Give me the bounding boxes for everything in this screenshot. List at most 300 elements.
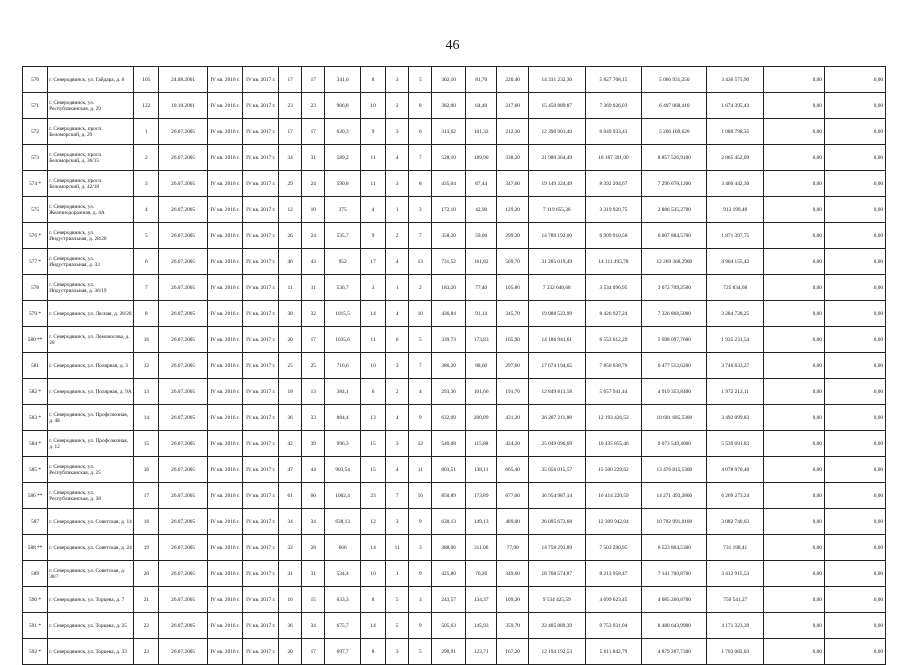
cell-s4: 731 198,41	[707, 535, 764, 561]
cell-a3: 212,30	[497, 119, 528, 145]
cell-s4: 4 171 323,39	[707, 613, 764, 639]
table-row	[23, 587, 886, 613]
cell-a2: 101,32	[465, 119, 496, 145]
cell-date: 26.07.2005	[159, 405, 207, 431]
cell-c6: 7	[409, 223, 432, 249]
cell-z1: 0,00	[764, 587, 825, 613]
cell-c4: 15	[360, 457, 385, 483]
cell-c4: 15	[360, 431, 385, 457]
cell-n: 15	[134, 431, 159, 457]
cell-c5: 4	[386, 405, 409, 431]
cell-a2: 161,82	[465, 249, 496, 275]
cell-c2: 15	[302, 587, 325, 613]
table-row	[23, 275, 886, 301]
cell-z1: 0,00	[764, 301, 825, 327]
cell-s1: 25 049 096,69	[528, 431, 585, 457]
cell-a2: 123,71	[465, 639, 496, 665]
cell-z2: 0,00	[824, 93, 885, 119]
cell-s4: 2 865 452,09	[707, 145, 764, 171]
table-row	[23, 613, 886, 639]
cell-c6: 2	[409, 275, 432, 301]
cell-a2: 189,90	[465, 145, 496, 171]
cell-c2: 17	[302, 119, 325, 145]
cell-c2: 23	[302, 93, 325, 119]
cell-c6: 9	[409, 405, 432, 431]
table-row	[23, 301, 886, 327]
cell-z2: 0,00	[824, 639, 885, 665]
cell-n: 7	[134, 275, 159, 301]
cell-c5: 1	[386, 197, 409, 223]
cell-c4: 9	[360, 119, 385, 145]
cell-n: 22	[134, 613, 159, 639]
cell-address: г. Северодвинск, ул. Индустриальная, д. 33	[48, 249, 134, 275]
cell-a1: 425,80	[432, 561, 466, 587]
cell-a1: 313,62	[432, 119, 466, 145]
cell-a3: 677,00	[497, 483, 528, 509]
cell-c5: 4	[386, 301, 409, 327]
cell-a1: 540,08	[432, 431, 466, 457]
cell-a3: 431,20	[497, 405, 528, 431]
cell-s2: 10 435 855,46	[585, 431, 642, 457]
cell-area: 675,7	[325, 613, 361, 639]
cell-start: IV кв. 2016 г.	[207, 405, 243, 431]
cell-id: 579 *	[23, 301, 48, 327]
cell-c6: 12	[409, 431, 432, 457]
cell-s1: 12 390 901,40	[528, 119, 585, 145]
cell-a3: 489,00	[497, 509, 528, 535]
cell-date: 24.08.2001	[159, 67, 207, 93]
cell-z1: 0,00	[764, 483, 825, 509]
cell-end: IV кв. 2017 г.	[243, 249, 279, 275]
cell-n: 21	[134, 587, 159, 613]
cell-n: 1	[134, 119, 159, 145]
cell-s4: 1 935 231,54	[707, 327, 764, 353]
cell-a1: 803,51	[432, 457, 466, 483]
cell-c1: 17	[279, 67, 302, 93]
cell-s1: 36 954 987,14	[528, 483, 585, 509]
cell-a1: 638,13	[432, 509, 466, 535]
cell-a3: 359,70	[497, 613, 528, 639]
cell-c5: 3	[386, 353, 409, 379]
cell-s1: 12 849 813,58	[528, 379, 585, 405]
table-row	[23, 67, 886, 93]
cell-c2: 24	[302, 171, 325, 197]
cell-c2: 13	[302, 379, 325, 405]
cell-z2: 0,00	[824, 145, 885, 171]
cell-c4: 11	[360, 145, 385, 171]
cell-c2: 17	[302, 639, 325, 665]
cell-c4: 3	[360, 275, 385, 301]
cell-address: г. Северодвинск, ул. Гайдара, д. 6	[48, 67, 134, 93]
cell-id: 582 *	[23, 379, 48, 405]
cell-z2: 0,00	[824, 249, 885, 275]
cell-date: 26.07.2005	[159, 483, 207, 509]
cell-z1: 0,00	[764, 197, 825, 223]
cell-s3: 6 407 068,410	[642, 93, 707, 119]
cell-c5: 6	[386, 327, 409, 353]
cell-id: 574 *	[23, 171, 48, 197]
cell-a2: 115,88	[465, 431, 496, 457]
cell-s1: 15 450 889,87	[528, 93, 585, 119]
cell-a2: 145,93	[465, 613, 496, 639]
cell-start: IV кв. 2016 г.	[207, 223, 243, 249]
cell-a2: 42,90	[465, 197, 496, 223]
cell-start: IV кв. 2016 г.	[207, 275, 243, 301]
cell-c2: 24	[302, 223, 325, 249]
cell-id: 590 *	[23, 587, 48, 613]
cell-c1: 34	[279, 509, 302, 535]
cell-a1: 302,10	[432, 67, 466, 93]
cell-end: IV кв. 2017 г.	[243, 535, 279, 561]
cell-id: 575	[23, 197, 48, 223]
cell-n: 19	[134, 535, 159, 561]
cell-address: г. Северодвинск, ул. Ломоносова, д. 20	[48, 327, 134, 353]
cell-date: 26.07.2005	[159, 639, 207, 665]
cell-s3: 9 073 549,4000	[642, 431, 707, 457]
cell-a2: 101,66	[465, 379, 496, 405]
cell-c5: 2	[386, 379, 409, 405]
cell-n: 12	[134, 353, 159, 379]
cell-a1: 632,09	[432, 405, 466, 431]
cell-c6: 3	[409, 197, 432, 223]
cell-a2: 149,13	[465, 509, 496, 535]
cell-start: IV кв. 2016 г.	[207, 379, 243, 405]
cell-start: IV кв. 2016 г.	[207, 639, 243, 665]
cell-end: IV кв. 2017 г.	[243, 145, 279, 171]
cell-s3: 5 698 097,7600	[642, 327, 707, 353]
cell-n: 4	[134, 197, 159, 223]
cell-area: 952	[325, 249, 361, 275]
cell-start: IV кв. 2016 г.	[207, 457, 243, 483]
cell-c5: 4	[386, 249, 409, 275]
cell-area: 590,8	[325, 171, 361, 197]
cell-end: IV кв. 2017 г.	[243, 223, 279, 249]
cell-c6: 3	[409, 587, 432, 613]
cell-s2: 14 111 495,78	[585, 249, 642, 275]
cell-a3: 317,60	[497, 93, 528, 119]
cell-s3: 2 886 535,2700	[642, 197, 707, 223]
cell-end: IV кв. 2017 г.	[243, 275, 279, 301]
cell-area: 536,7	[325, 275, 361, 301]
cell-s4: 5 539 691,83	[707, 431, 764, 457]
cell-a1: 290,91	[432, 639, 466, 665]
cell-c1: 18	[279, 379, 302, 405]
cell-area: 620,3	[325, 119, 361, 145]
cell-area: 535,7	[325, 223, 361, 249]
cell-s1: 35 056 015,57	[528, 457, 585, 483]
cell-c4: 13	[360, 405, 385, 431]
cell-area: 716,6	[325, 353, 361, 379]
cell-c1: 36	[279, 405, 302, 431]
cell-z1: 0,00	[764, 119, 825, 145]
cell-c1: 42	[279, 431, 302, 457]
table-row	[23, 145, 886, 171]
cell-z2: 0,00	[824, 431, 885, 457]
cell-z2: 0,00	[824, 197, 885, 223]
cell-end: IV кв. 2017 г.	[243, 431, 279, 457]
cell-c4: 12	[360, 509, 385, 535]
cell-s2: 12 309 942,04	[585, 509, 642, 535]
cell-c4: 6	[360, 379, 385, 405]
cell-a1: 731,52	[432, 249, 466, 275]
cell-s4: 4 078 970,40	[707, 457, 764, 483]
cell-c1: 25	[279, 353, 302, 379]
cell-area: 666	[325, 535, 361, 561]
cell-z1: 0,00	[764, 327, 825, 353]
cell-a2: 64,40	[465, 93, 496, 119]
table-row	[23, 639, 886, 665]
cell-date: 26.07.2005	[159, 275, 207, 301]
cell-s1: 17 674 194,65	[528, 353, 585, 379]
cell-area: 697,7	[325, 639, 361, 665]
cell-c2: 31	[302, 145, 325, 171]
cell-id: 592 *	[23, 639, 48, 665]
cell-a3: 299,20	[497, 223, 528, 249]
cell-z2: 0,00	[824, 613, 885, 639]
cell-a1: 436,84	[432, 301, 466, 327]
cell-address: г. Северодвинск, ул. Республиканская, д. 38	[48, 483, 134, 509]
cell-z2: 0,00	[824, 301, 885, 327]
cell-s3: 10 601 685,5300	[642, 405, 707, 431]
cell-c2: 44	[302, 457, 325, 483]
cell-s2: 7 850 038,76	[585, 353, 642, 379]
cell-s1: 14 758 293,89	[528, 535, 585, 561]
cell-s4: 3 412 915,53	[707, 561, 764, 587]
table-row	[23, 379, 886, 405]
cell-s2: 15 500 229,62	[585, 457, 642, 483]
cell-z2: 0,00	[824, 119, 885, 145]
cell-z1: 0,00	[764, 457, 825, 483]
cell-c5: 1	[386, 561, 409, 587]
cell-s4: 1 703 082,03	[707, 639, 764, 665]
table-row	[23, 509, 886, 535]
cell-n: 8	[134, 301, 159, 327]
cell-z1: 0,00	[764, 379, 825, 405]
cell-end: IV кв. 2017 г.	[243, 379, 279, 405]
cell-address: г. Северодвинск, ул. Республиканская, д. 25	[48, 457, 134, 483]
cell-c4: 10	[360, 561, 385, 587]
cell-a2: 77,40	[465, 275, 496, 301]
cell-c4: 10	[360, 93, 385, 119]
cell-id: 571	[23, 93, 48, 119]
cell-end: IV кв. 2017 г.	[243, 197, 279, 223]
cell-s4: 3 436 575,90	[707, 67, 764, 93]
cell-z1: 0,00	[764, 535, 825, 561]
cell-s2: 6 909 910,58	[585, 223, 642, 249]
cell-end: IV кв. 2017 г.	[243, 561, 279, 587]
cell-s1: 9 534 425,59	[528, 587, 585, 613]
cell-c4: 8	[360, 67, 385, 93]
cell-end: IV кв. 2017 г.	[243, 613, 279, 639]
cell-c1: 38	[279, 301, 302, 327]
cell-s1: 19 088 523,99	[528, 301, 585, 327]
cell-c5: 3	[386, 509, 409, 535]
cell-c1: 11	[279, 275, 302, 301]
cell-c1: 29	[279, 171, 302, 197]
table-row	[23, 119, 886, 145]
cell-s1: 26 095 673,68	[528, 509, 585, 535]
cell-s2: 9 753 931,04	[585, 613, 642, 639]
cell-s2: 5 827 708,15	[585, 67, 642, 93]
cell-s3: 10 702 991,0100	[642, 509, 707, 535]
cell-z1: 0,00	[764, 613, 825, 639]
cell-a2: 76,20	[465, 561, 496, 587]
cell-c5: 11	[386, 535, 409, 561]
cell-a1: 850,89	[432, 483, 466, 509]
cell-s4: 1 674 395,43	[707, 93, 764, 119]
cell-n: 3	[134, 171, 159, 197]
table-row	[23, 535, 886, 561]
cell-c6: 7	[409, 353, 432, 379]
cell-address: г. Северодвинск, ул. Полярная, д. 3	[48, 353, 134, 379]
cell-a3: 220,40	[497, 67, 528, 93]
table-row	[23, 171, 886, 197]
cell-c5: 3	[386, 119, 409, 145]
cell-a3: 109,20	[497, 587, 528, 613]
cell-start: IV кв. 2016 г.	[207, 327, 243, 353]
cell-id: 576 *	[23, 223, 48, 249]
cell-id: 585 *	[23, 457, 48, 483]
cell-z2: 0,00	[824, 327, 885, 353]
table-row	[23, 327, 886, 353]
cell-c6: 6	[409, 119, 432, 145]
cell-s3: 12 269 368,2900	[642, 249, 707, 275]
cell-s3: 5 260 169,620	[642, 119, 707, 145]
cell-id: 581	[23, 353, 48, 379]
cell-s2: 16 414 220,59	[585, 483, 642, 509]
cell-a3: 569,70	[497, 249, 528, 275]
cell-z1: 0,00	[764, 639, 825, 665]
cell-s4: 6 269 273,24	[707, 483, 764, 509]
cell-s2: 8 426 927,24	[585, 301, 642, 327]
cell-c1: 23	[279, 93, 302, 119]
cell-n: 5	[134, 223, 159, 249]
cell-s1: 14 331 232,30	[528, 67, 585, 93]
cell-s2: 3 319 920,75	[585, 197, 642, 223]
cell-c5: 1	[386, 275, 409, 301]
cell-start: IV кв. 2016 г.	[207, 587, 243, 613]
cell-end: IV кв. 2017 г.	[243, 171, 279, 197]
cell-date: 26.07.2005	[159, 145, 207, 171]
cell-a3: 338,20	[497, 145, 528, 171]
cell-start: IV кв. 2016 г.	[207, 353, 243, 379]
cell-c6: 3	[409, 535, 432, 561]
cell-s1: 19 149 324,49	[528, 171, 585, 197]
cell-start: IV кв. 2016 г.	[207, 613, 243, 639]
cell-c2: 10	[302, 197, 325, 223]
cell-z1: 0,00	[764, 275, 825, 301]
cell-c5: 3	[386, 67, 409, 93]
cell-address: г. Северодвинск, ул. Республиканская, д. 29	[48, 93, 134, 119]
cell-date: 26.07.2005	[159, 457, 207, 483]
cell-n: 2	[134, 145, 159, 171]
cell-z2: 0,00	[824, 405, 885, 431]
cell-n: 16	[134, 327, 159, 353]
cell-date: 26.07.2005	[159, 197, 207, 223]
table-row	[23, 249, 886, 275]
cell-s3: 7 141 700,8700	[642, 561, 707, 587]
cell-a3: 105,80	[497, 275, 528, 301]
cell-area: 1002,4	[325, 483, 361, 509]
cell-s3: 7 326 868,5000	[642, 301, 707, 327]
cell-date: 26.07.2005	[159, 509, 207, 535]
cell-c1: 17	[279, 119, 302, 145]
cell-z2: 0,00	[824, 587, 885, 613]
cell-s1: 14 186 941,61	[528, 327, 585, 353]
cell-date: 26.07.2005	[159, 587, 207, 613]
cell-z2: 0,00	[824, 223, 885, 249]
cell-start: IV кв. 2016 г.	[207, 197, 243, 223]
cell-a2: 200,89	[465, 405, 496, 431]
cell-s3: 13 476 815,5300	[642, 457, 707, 483]
cell-c1: 26	[279, 223, 302, 249]
cell-s2: 3 534 096,95	[585, 275, 642, 301]
cell-start: IV кв. 2016 г.	[207, 119, 243, 145]
table-row	[23, 405, 886, 431]
cell-area: 1035,6	[325, 327, 361, 353]
cell-s3: 6 477 512,6200	[642, 353, 707, 379]
cell-area: 996,3	[325, 431, 361, 457]
cell-a2: 59,00	[465, 223, 496, 249]
cell-c2: 31	[302, 561, 325, 587]
cell-date: 26.07.2005	[159, 223, 207, 249]
cell-a2: 173,83	[465, 327, 496, 353]
cell-start: IV кв. 2016 г.	[207, 145, 243, 171]
cell-z2: 0,00	[824, 171, 885, 197]
cell-z1: 0,00	[764, 249, 825, 275]
cell-a2: 138,11	[465, 457, 496, 483]
cell-address: г. Северодвинск, ул. Торцева, д. 25	[48, 613, 134, 639]
cell-z1: 0,00	[764, 509, 825, 535]
cell-date: 26.07.2005	[159, 301, 207, 327]
cell-s2: 6 049 933,43	[585, 119, 642, 145]
cell-id: 572	[23, 119, 48, 145]
cell-z2: 0,00	[824, 535, 885, 561]
cell-z1: 0,00	[764, 145, 825, 171]
cell-date: 26.07.2005	[159, 327, 207, 353]
cell-c6: 7	[409, 145, 432, 171]
cell-c2: 32	[302, 301, 325, 327]
cell-area: 384,1	[325, 379, 361, 405]
cell-date: 10.10.2001	[159, 93, 207, 119]
cell-s3: 4 085 260,8700	[642, 587, 707, 613]
cell-c6: 5	[409, 327, 432, 353]
cell-s4: 1 972 212,11	[707, 379, 764, 405]
cell-date: 26.07.2005	[159, 353, 207, 379]
cell-address: г. Северодвинск, ул. Торцева, д. 7	[48, 587, 134, 613]
cell-s2: 5 657 941,44	[585, 379, 642, 405]
cell-c6: 9	[409, 509, 432, 535]
cell-c1: 36	[279, 613, 302, 639]
table-row	[23, 197, 886, 223]
cell-s4: 3 082 740,63	[707, 509, 764, 535]
cell-address: г. Северодвинск, ул. Индустриальная, д. 28/20	[48, 223, 134, 249]
cell-address: г. Северодвинск, просп. Беломорский, д. 36/15	[48, 145, 134, 171]
cell-s3: 6 007 884,5700	[642, 223, 707, 249]
cell-c4: 9	[360, 223, 385, 249]
cell-c4: 8	[360, 587, 385, 613]
cell-c5: 3	[386, 431, 409, 457]
cell-end: IV кв. 2017 г.	[243, 353, 279, 379]
cell-a1: 382,00	[432, 93, 466, 119]
cell-c5: 2	[386, 93, 409, 119]
cell-c2: 39	[302, 431, 325, 457]
cell-c2: 34	[302, 613, 325, 639]
cell-start: IV кв. 2016 г.	[207, 431, 243, 457]
cell-end: IV кв. 2017 г.	[243, 301, 279, 327]
cell-c6: 4	[409, 379, 432, 405]
cell-a1: 172,10	[432, 197, 466, 223]
